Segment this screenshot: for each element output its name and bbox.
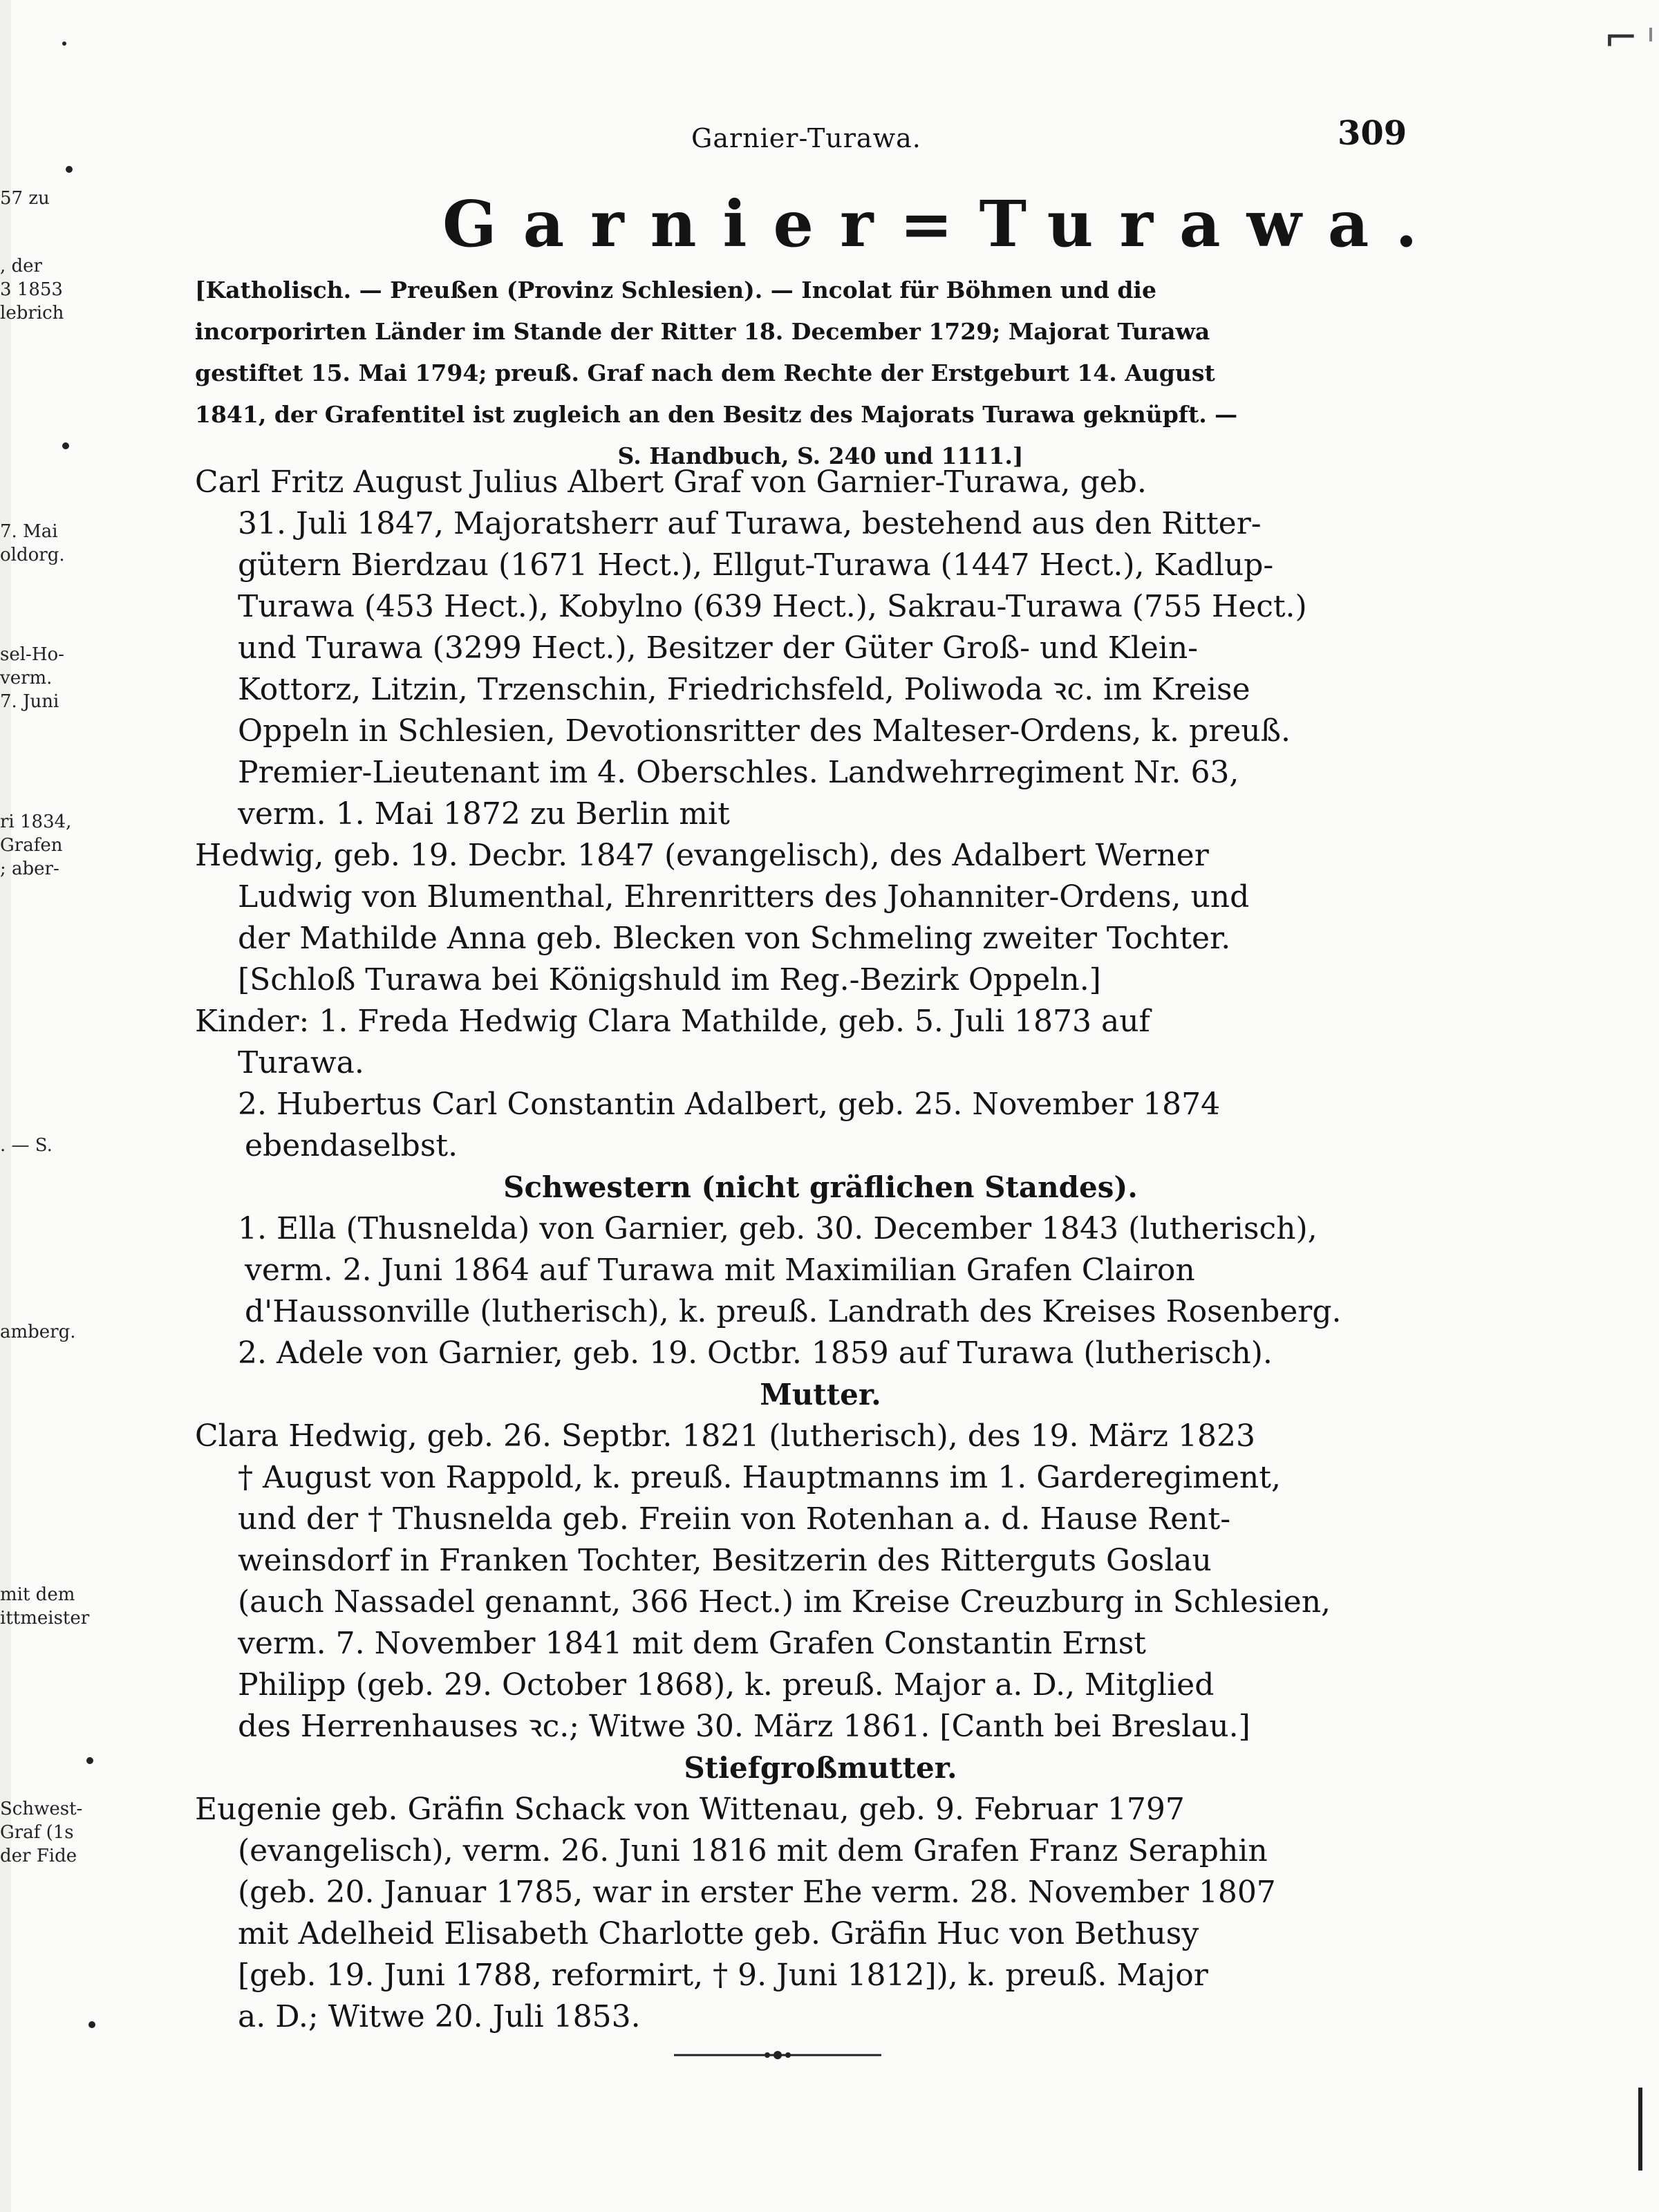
body-line: Hedwig, geb. 19. Decbr. 1847 (evangelisch), des Adalbert Werner	[195, 838, 1209, 873]
body-line: 1. Ella (Thusnelda) von Garnier, geb. 30. December 1843 (lutherisch),	[238, 1211, 1318, 1246]
body-line: Premier-Lieutenant im 4. Oberschles. Landwehrregiment Nr. 63,	[238, 755, 1239, 790]
body-line: der Mathilde Anna geb. Blecken von Schmeling zweiter Tochter.	[238, 921, 1231, 956]
section-heading: Stiefgroßmutter.	[684, 1751, 957, 1785]
margin-fragment: amberg.	[0, 1322, 76, 1342]
body-line: Turawa (453 Hect.), Kobylno (639 Hect.), Sakrau-Turawa (755 Hect.)	[238, 589, 1307, 624]
entry-title: Garnier=Turawa.	[442, 187, 1444, 261]
closing-ornament-rule	[674, 2050, 881, 2060]
margin-fragment: . — S.	[0, 1135, 53, 1156]
header-note-line: S. Handbuch, S. 240 und 1111.]	[617, 442, 1024, 469]
body-line: (auch Nassadel genannt, 366 Hect.) im Kreise Creuzburg in Schlesien,	[238, 1584, 1331, 1620]
body-line: [Schloß Turawa bei Königshuld im Reg.-Bezirk Oppeln.]	[238, 962, 1101, 997]
margin-bullet	[86, 1757, 93, 1764]
body-line: Kinder: 1. Freda Hedwig Clara Mathilde, geb. 5. Juli 1873 auf	[195, 1004, 1150, 1039]
body-line: und Turawa (3299 Hect.), Besitzer der Güter Groß- und Klein-	[238, 630, 1199, 666]
margin-fragment: 7. Mai oldorg.	[0, 521, 65, 565]
body-line: verm. 2. Juni 1864 auf Turawa mit Maximilian Grafen Clairon	[245, 1253, 1195, 1288]
body-line: d'Haussonville (lutherisch), k. preuß. Landrath des Kreises Rosenberg.	[245, 1294, 1342, 1329]
margin-fragment: , der 3 1853 lebrich	[0, 256, 64, 324]
margin-bullet	[88, 2021, 95, 2028]
body-line: Kottorz, Litzin, Trzenschin, Friedrichsfeld, Poliwoda ꝛc. im Kreise	[238, 672, 1250, 707]
body-line: a. D.; Witwe 20. Juli 1853.	[238, 1999, 641, 2034]
body-line: verm. 1. Mai 1872 zu Berlin mit	[238, 796, 730, 832]
family-header-note	[195, 270, 1446, 477]
header-note-line: incorporirten Länder im Stande der Ritter 18. December 1729; Majorat Turawa	[195, 318, 1210, 345]
body-line: weinsdorf in Franken Tochter, Besitzerin des Ritterguts Goslau	[238, 1543, 1212, 1578]
page-number: 309	[1338, 114, 1407, 153]
margin-fragment: Schwest- Graf (1s der Fide	[0, 1799, 83, 1866]
body-line: [geb. 19. Juni 1788, reformirt, † 9. Juni 1812]), k. preuß. Major	[238, 1958, 1208, 1993]
body-line: (geb. 20. Januar 1785, war in erster Ehe verm. 28. November 1807	[238, 1875, 1276, 1910]
body-line: Carl Fritz August Julius Albert Graf von Garnier-Turawa, geb.	[195, 465, 1147, 500]
body-line: 2. Hubertus Carl Constantin Adalbert, geb. 25. November 1874	[238, 1087, 1221, 1122]
margin-fragment: ri 1834, Grafen ; aber-	[0, 812, 72, 879]
body-line: (evangelisch), verm. 26. Juni 1816 mit dem Grafen Franz Seraphin	[238, 1833, 1268, 1868]
corner-scan-mark: ⌐	[1603, 14, 1638, 62]
right-edge-tick	[1649, 28, 1652, 41]
body-line: Turawa.	[238, 1045, 364, 1080]
margin-fragment: 57 zu	[0, 188, 50, 209]
left-binding-edge	[0, 0, 11, 2212]
margin-bullet	[66, 166, 73, 173]
header-note-line: 1841, der Grafentitel ist zugleich an den Besitz des Majorats Turawa geknüpft. —	[195, 401, 1238, 428]
section-heading: Schwestern (nicht gräflichen Standes).	[503, 1170, 1138, 1204]
body-line: Philipp (geb. 29. October 1868), k. preuß. Major a. D., Mitglied	[238, 1667, 1215, 1703]
body-line: ebendaselbst.	[245, 1128, 458, 1163]
header-note-line: [Katholisch. — Preußen (Provinz Schlesien). — Incolat für Böhmen und die	[195, 276, 1156, 303]
scan-speck	[62, 41, 66, 46]
body-line: gütern Bierdzau (1671 Hect.), Ellgut-Turawa (1447 Hect.), Kadlup-	[238, 547, 1274, 583]
body-line: des Herrenhauses ꝛc.; Witwe 30. März 1861. [Canth bei Breslau.]	[238, 1709, 1250, 1744]
genealogy-body	[195, 462, 1446, 2038]
section-heading: Mutter.	[760, 1378, 881, 1412]
body-line: 2. Adele von Garnier, geb. 19. Octbr. 1859 auf Turawa (lutherisch).	[238, 1335, 1273, 1371]
margin-fragment: mit dem ittmeister	[0, 1584, 90, 1629]
header-note-line: gestiftet 15. Mai 1794; preuß. Graf nach dem Rechte der Erstgeburt 14. August	[195, 359, 1215, 386]
body-line: mit Adelheid Elisabeth Charlotte geb. Gräfin Huc von Bethusy	[238, 1916, 1199, 1951]
body-line: Clara Hedwig, geb. 26. Septbr. 1821 (lutherisch), des 19. März 1823	[195, 1418, 1255, 1454]
body-line: Eugenie geb. Gräfin Schack von Wittenau, geb. 9. Februar 1797	[195, 1792, 1185, 1827]
margin-fragment: sel-Ho- verm. 7. Juni	[0, 644, 64, 712]
margin-bullet	[62, 442, 69, 449]
body-line: verm. 7. November 1841 mit dem Grafen Constantin Ernst	[238, 1626, 1146, 1661]
right-edge-mark	[1638, 2088, 1642, 2171]
body-line: Ludwig von Blumenthal, Ehrenritters des Johanniter-Ordens, und	[238, 879, 1250, 915]
body-line: † August von Rappold, k. preuß. Hauptmanns im 1. Garderegiment,	[238, 1460, 1281, 1495]
body-line: und der † Thusnelda geb. Freiin von Rotenhan a. d. Hause Rent-	[238, 1501, 1231, 1537]
body-line: 31. Juli 1847, Majoratsherr auf Turawa, bestehend aus den Ritter-	[238, 506, 1262, 541]
body-line: Oppeln in Schlesien, Devotionsritter des Malteser-Ordens, k. preuß.	[238, 713, 1291, 749]
running-head: Garnier-Turawa.	[691, 123, 921, 153]
